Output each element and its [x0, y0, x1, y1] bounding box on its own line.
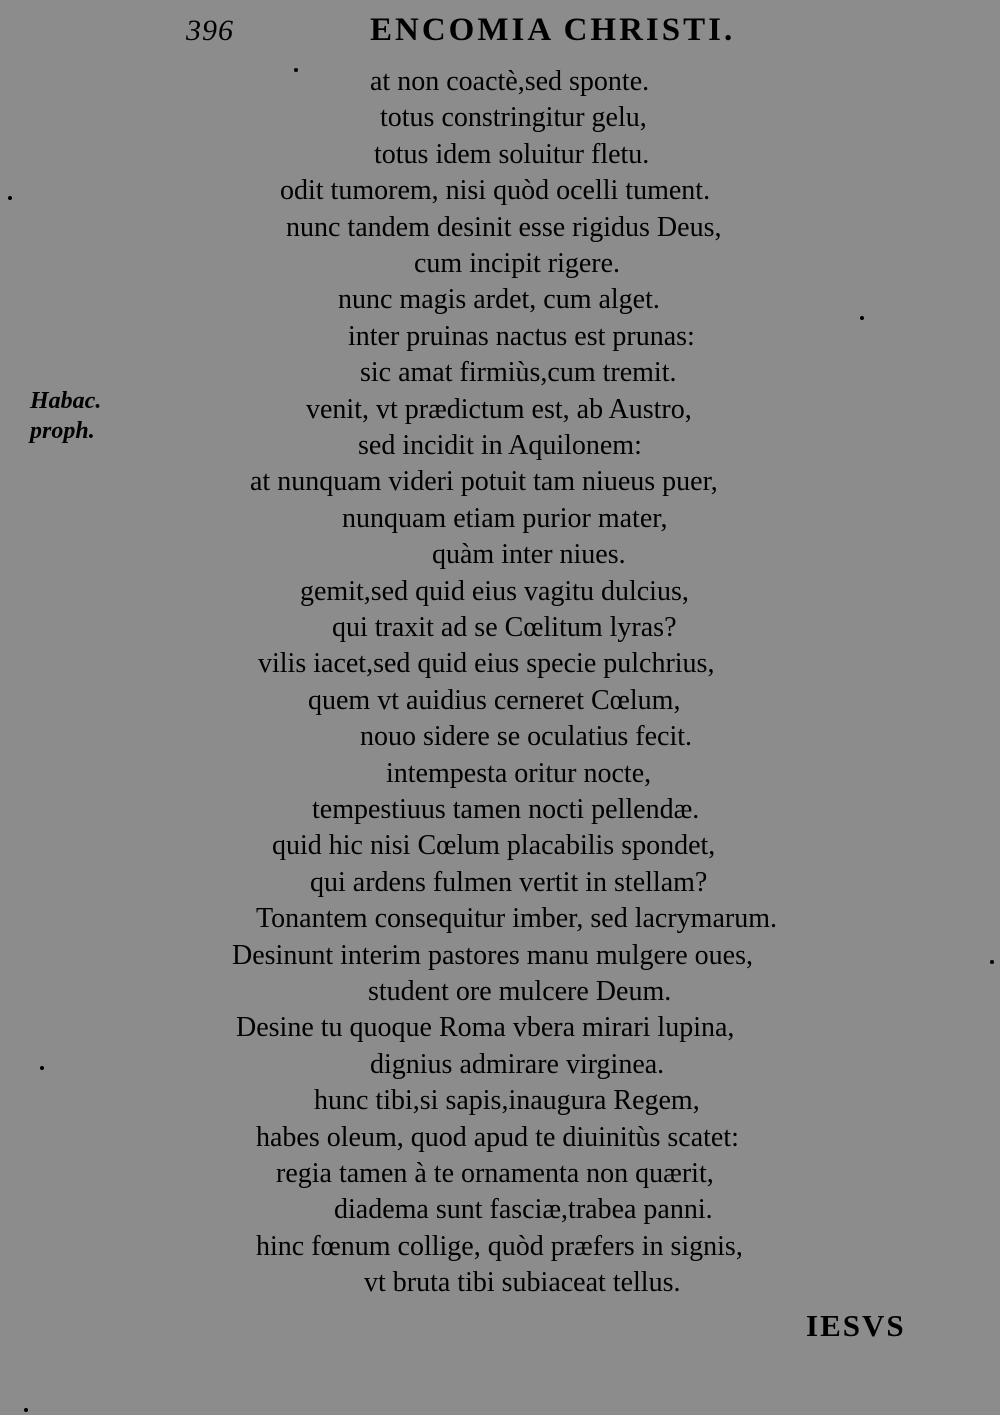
verse-line: sed incidit in Aquilonem:: [358, 430, 642, 461]
print-speck: [40, 1066, 44, 1070]
verse-line: intempesta oritur nocte,: [386, 757, 652, 789]
verse-line: quàm inter niues.: [432, 539, 626, 571]
verse-line: qui traxit ad se Cœlitum lyras?: [332, 612, 677, 643]
running-head: ENCOMIA CHRISTI.: [370, 12, 736, 48]
verse-line: regia tamen à te ornamenta non quærit,: [276, 1158, 714, 1189]
print-speck: [24, 1408, 28, 1412]
verse-line: qui ardens fulmen vertit in stellam?: [310, 866, 708, 898]
verse-line: tempestiuus tamen nocti pellendæ.: [312, 794, 700, 825]
verse-line: Desinunt interim pastores manu mulgere oues,: [232, 939, 753, 971]
verse-line: totus constringitur gelu,: [380, 102, 647, 134]
verse-line: sic amat firmiùs,cum tremit.: [360, 357, 677, 389]
verse-line: at non coactè,sed sponte.: [370, 66, 650, 97]
verse-line: totus idem soluitur fletu.: [374, 138, 650, 170]
verse-line: Tonantem consequitur imber, sed lacrymarum.: [256, 903, 777, 935]
verse-line: diadema sunt fasciæ,trabea panni.: [334, 1194, 713, 1226]
verse-line: nunc magis ardet, cum alget.: [338, 284, 660, 316]
verse-line: hunc tibi,si sapis,inaugura Regem,: [314, 1085, 700, 1117]
verse-line: dignius admirare virginea.: [370, 1048, 665, 1080]
catchword: IESVS: [806, 1308, 906, 1343]
print-speck: [990, 960, 994, 964]
verse-line: odit tumorem, nisi quòd ocelli tument.: [280, 175, 711, 207]
print-speck: [294, 68, 298, 72]
verse-line: student ore mulcere Deum.: [368, 976, 672, 1007]
page-number: 396: [186, 14, 234, 47]
margin-note-line: proph.: [30, 418, 95, 444]
verse-line: cum incipit rigere.: [414, 248, 621, 279]
print-speck: [860, 316, 864, 320]
verse-line: quid hic nisi Cœlum placabilis spondet,: [272, 830, 716, 862]
margin-note: [30, 386, 101, 446]
verse-line: habes oleum, quod apud te diuinitùs scatet:: [256, 1121, 739, 1153]
verse-line: inter pruinas nactus est prunas:: [348, 320, 695, 352]
verse-line: vt bruta tibi subiaceat tellus.: [364, 1267, 681, 1299]
verse-line: nunc tandem desinit esse rigidus Deus,: [286, 211, 722, 243]
verse-line: venit, vt prædictum est, ab Austro,: [306, 393, 692, 425]
verse-line: nouo sidere se oculatius fecit.: [360, 721, 693, 753]
print-speck: [8, 196, 12, 200]
verse-line: at nunquam videri potuit tam niueus puer,: [250, 466, 718, 498]
verse-line: vilis iacet,sed quid eius specie pulchrius,: [258, 648, 715, 680]
verse-line: nunquam etiam purior mater,: [342, 502, 668, 534]
verse-line: hinc fœnum collige, quòd præfers in signis,: [256, 1230, 743, 1262]
verse-line: gemit,sed quid eius vagitu dulcius,: [300, 575, 689, 607]
verse-line: Desine tu quoque Roma vbera mirari lupina,: [236, 1012, 735, 1044]
margin-note-line: Habac.: [30, 388, 102, 414]
verse-line: quem vt auidius cerneret Cœlum,: [308, 684, 681, 716]
